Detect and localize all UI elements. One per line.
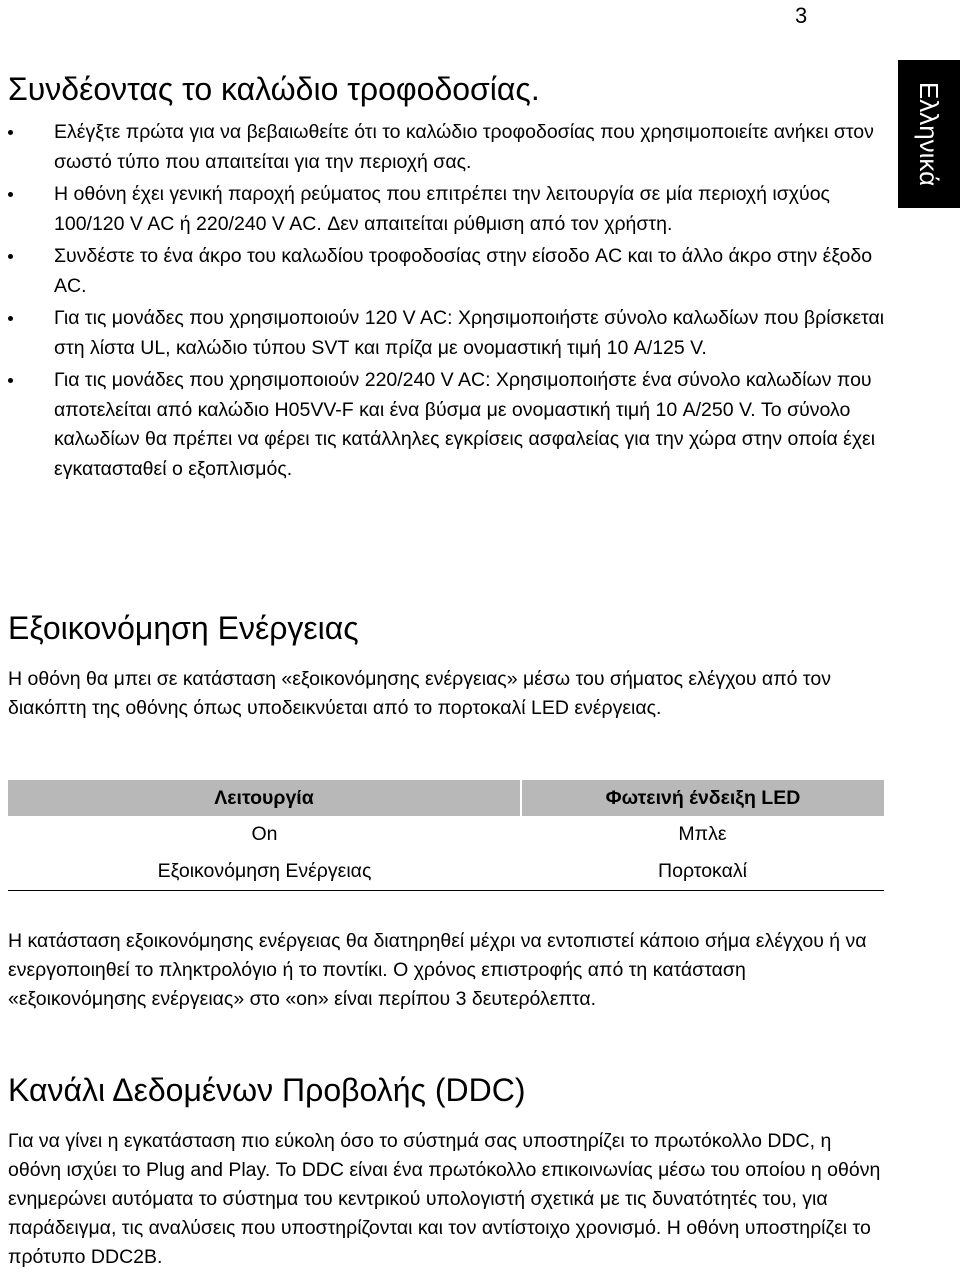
section-title-power-cord: Συνδέοντας το καλώδιο τροφοδοσίας. — [8, 71, 540, 107]
power-saving-note: Η κατάσταση εξοικονόμησης ενέργειας θα διατηρηθεί μέχρι να εντοπιστεί κάποιο σήμα ελέγχου ή να ενεργοποιηθεί το πληκτρολόγιο ή το ποντίκι. Ο χρόνος επιστροφής από τη κατάσταση «εξοικονόμησης ενέργειας» στο «on» είναι περίπου 3 δευτερόλεπτα. — [8, 930, 867, 1010]
section-title-ddc: Κανάλι Δεδομένων Προβολής (DDC) — [8, 1072, 526, 1108]
language-tab-label: Ελληνικά — [914, 81, 944, 187]
power-saving-intro: Η οθόνη θα μπει σε κατάσταση «εξοικονόμησης ενέργειας» μέσω του σήματος ελέγχου από τον διακόπτη της οθόνης όπως υποδεικνύεται από το πορτοκαλί LED ενέργειας. — [8, 668, 831, 719]
table-header-row — [8, 780, 884, 816]
led-status-table — [8, 780, 884, 891]
list-item — [8, 242, 888, 301]
power-cord-bullet-list — [8, 118, 888, 487]
table-row — [8, 816, 884, 853]
list-item-text: Για τις μονάδες που χρησιμοποιούν 120 V AC: Χρησιμοποιήστε σύνολο καλωδίων που βρίσκεται στη λίστα UL, καλώδιο τύπου SVT και πρίζα με ονομαστική τιμή 10 A/125 V. — [54, 307, 885, 359]
ddc-description: Για να γίνει η εγκατάσταση πιο εύκολη όσο το σύστημά σας υποστηρίζει το πρωτόκολλο DDC, η οθόνη ισχύει το Plug and Play. Το DDC είναι ένα πρωτόκολλο επικοινωνίας μέσω του οποίου η οθόνη ενημερώνει αυτόματα το σύστημα του κεντρικού υπολογιστή σχετικά με τις δυνατότητές του, για παράδειγμα, τις αναλύσεις που υποστηρίζονται και τον αντίστοιχο χρονισμό. Η οθόνη υποστηρίζει το πρότυπο DDC2B. — [8, 1130, 881, 1268]
list-item — [8, 366, 888, 484]
table-cell: Πορτοκαλί — [521, 853, 884, 891]
section-title-power-saving: Εξοικονόμηση Ενέργειας — [8, 610, 359, 646]
bullet-icon — [8, 378, 13, 383]
table-row — [8, 853, 884, 891]
list-item-text: Ελέγξτε πρώτα για να βεβαιωθείτε ότι το καλώδιο τροφοδοσίας που χρησιμοποιείτε ανήκει στον σωστό τύπο που απαιτείται για την περιοχή σας. — [54, 121, 874, 173]
table-header-led: Φωτεινή ένδειξη LED — [521, 780, 884, 816]
list-item — [8, 118, 888, 177]
table-header-mode: Λειτουργία — [8, 780, 521, 816]
table-cell: On — [251, 823, 278, 845]
table-cell: Μπλε — [678, 823, 727, 845]
bullet-icon — [8, 254, 13, 259]
list-item — [8, 304, 888, 363]
bullet-icon — [8, 192, 13, 197]
bullet-icon — [8, 130, 13, 135]
list-item-text: Η οθόνη έχει γενική παροχή ρεύματος που επιτρέπει την λειτουργία σε μία περιοχή ισχύος 100/120 V AC ή 220/240 V AC. Δεν απαιτείται ρύθμιση από τον χρήστη. — [54, 183, 830, 235]
list-item — [8, 180, 888, 239]
language-tab — [898, 60, 960, 208]
list-item-text: Συνδέστε το ένα άκρο του καλωδίου τροφοδοσίας στην είσοδο AC και το άλλο άκρο στην έξοδο AC. — [54, 245, 873, 297]
bullet-icon — [8, 316, 13, 321]
list-item-text: Για τις μονάδες που χρησιμοποιούν 220/240 V AC: Χρησιμοποιήστε ένα σύνολο καλωδίων που αποτελείται από καλώδιο H05VV-F και ένα βύσμα με ονομαστική τιμή 10 A/250 V. Το σύνολο καλωδίων θα πρέπει να φέρει τις κατάλληλες εγκρίσεις ασφαλείας για την χώρα στην οποία έχει εγκατασταθεί ο εξοπλισμός. — [54, 369, 876, 480]
table-cell: Εξοικονόμηση Ενέργειας — [8, 853, 521, 891]
page-number: 3 — [795, 3, 808, 28]
